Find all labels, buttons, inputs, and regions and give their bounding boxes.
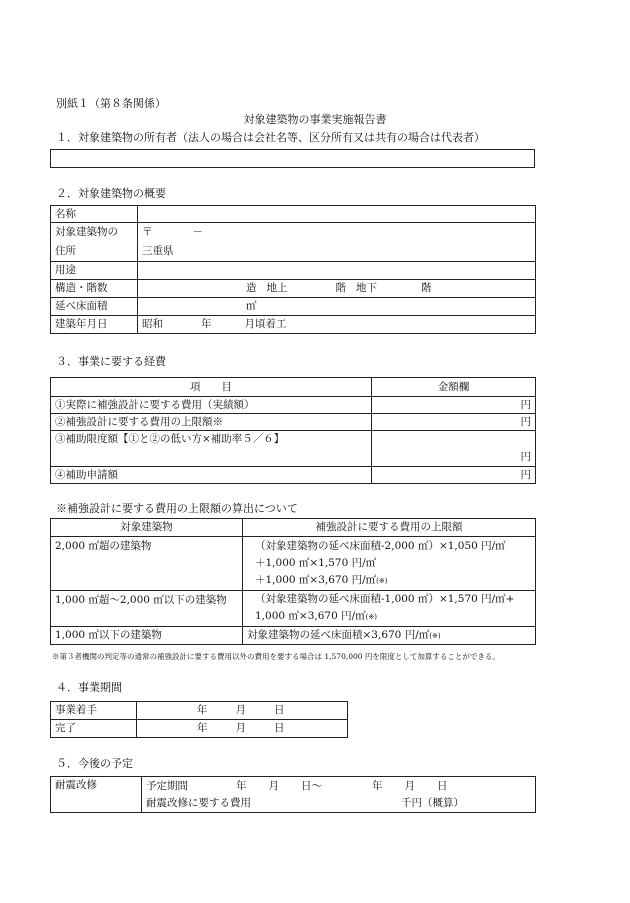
col-limit-header: 補強設計に要する費用の上限額 bbox=[243, 519, 536, 537]
yen-unit: 円 bbox=[520, 415, 531, 428]
month-unit: 月 bbox=[235, 704, 246, 716]
period-label: 予定期間 bbox=[146, 779, 188, 792]
expense-row3-label: ③補助限度額【①と②の低い方×補助率５／６】 bbox=[51, 431, 372, 467]
postal-dash: － bbox=[192, 226, 203, 238]
start-label: 事業着手 bbox=[51, 702, 137, 720]
expense-row2-amount[interactable] bbox=[372, 414, 536, 431]
col-amount-header: 金額欄 bbox=[372, 378, 536, 397]
start-date-field[interactable] bbox=[137, 702, 348, 720]
section3-heading: ３．事業に要する経費 bbox=[56, 355, 166, 368]
built-date-field[interactable] bbox=[138, 316, 536, 334]
calc-row1-line3: ＋1,000 ㎡×3,670 円/㎡ bbox=[255, 573, 377, 586]
month-unit: 月 bbox=[235, 722, 246, 734]
retrofit-plan-field[interactable] bbox=[142, 777, 536, 813]
future-plan-table bbox=[50, 776, 536, 813]
expenses-table bbox=[50, 377, 536, 484]
year-unit: 年 bbox=[197, 722, 208, 734]
use-field[interactable] bbox=[138, 262, 536, 280]
built-year: 年 bbox=[201, 318, 212, 330]
address-label-line1: 対象建築物の bbox=[55, 226, 118, 238]
section2-heading: ２．対象建築物の概要 bbox=[56, 187, 166, 200]
day-unit: 日 bbox=[274, 722, 285, 734]
floor-area-unit: ㎡ bbox=[246, 300, 257, 312]
calc-row2-line1: （対象建築物の延べ床面積-1,000 ㎡）×1,570 円/㎡+ bbox=[255, 593, 515, 605]
expense-row4-amount[interactable] bbox=[372, 467, 536, 484]
cost-unit: 千円（概算） bbox=[401, 796, 464, 809]
structure-kai-below: 階 bbox=[421, 282, 432, 294]
calc-row3-line1: 対象建築物の延べ床面積×3,670 円/㎡ bbox=[247, 628, 430, 641]
cost-label: 耐震改修に要する費用 bbox=[146, 796, 251, 809]
end-date-field[interactable] bbox=[137, 720, 348, 738]
asterisk-note: (※) bbox=[376, 576, 388, 585]
calc-row2-label: 1,000 ㎡超～2,000 ㎡以下の建築物 bbox=[51, 591, 243, 627]
owner-field[interactable] bbox=[51, 150, 535, 168]
built-era: 昭和 bbox=[142, 318, 163, 330]
expense-row2-label: ②補強設計に要する費用の上限額※ bbox=[51, 414, 372, 431]
section5-heading: ５．今後の予定 bbox=[56, 757, 133, 770]
calc-row1-formula bbox=[243, 537, 536, 591]
day-unit: 日 bbox=[274, 704, 285, 716]
name-field[interactable] bbox=[138, 206, 536, 223]
calc-row3-label: 1,000 ㎡以下の建築物 bbox=[51, 627, 243, 645]
address-label-line2: 住所 bbox=[55, 245, 76, 257]
structure-below: 地下 bbox=[356, 282, 377, 294]
yen-unit: 円 bbox=[520, 451, 531, 463]
month-unit: 月 bbox=[268, 779, 279, 792]
structure-zo: 造 bbox=[246, 282, 257, 294]
section4-heading: ４．事業期間 bbox=[56, 681, 122, 694]
annex-label: 別紙１（第８条関係） bbox=[56, 97, 166, 110]
postal-line bbox=[142, 223, 531, 242]
structure-label: 構造・階数 bbox=[51, 280, 138, 298]
year-unit: 年 bbox=[236, 779, 247, 792]
section1-heading: １．対象建築物の所有者（法人の場合は会社名等、区分所有又は共有の場合は代表者） bbox=[56, 131, 485, 144]
yen-unit: 円 bbox=[520, 398, 531, 411]
day-unit: 日 bbox=[437, 779, 448, 792]
col-item-header: 項 目 bbox=[51, 378, 372, 397]
built-date-label: 建築年月日 bbox=[51, 316, 138, 334]
built-month: 月頃着工 bbox=[244, 318, 287, 330]
structure-field[interactable] bbox=[138, 280, 536, 298]
building-overview-table bbox=[50, 205, 536, 334]
calc-row3-formula bbox=[243, 627, 536, 645]
yen-unit: 円 bbox=[520, 468, 531, 481]
year-unit: 年 bbox=[372, 779, 383, 792]
prefecture: 三重県 bbox=[142, 245, 174, 257]
postal-mark: 〒 bbox=[142, 226, 153, 238]
floor-area-label: 延べ床面積 bbox=[51, 298, 138, 316]
address-field[interactable] bbox=[138, 223, 536, 262]
day-from-unit: 日～ bbox=[301, 779, 322, 792]
limit-calc-table bbox=[50, 518, 536, 645]
owner-table bbox=[50, 149, 535, 168]
expense-row1-label: ①実際に補強設計に要する費用（実績額） bbox=[51, 397, 372, 414]
col-building-header: 対象建築物 bbox=[51, 519, 243, 537]
structure-kai-above: 階 bbox=[335, 282, 346, 294]
year-unit: 年 bbox=[197, 704, 208, 716]
address-label bbox=[51, 223, 138, 262]
calc-row2-formula bbox=[243, 591, 536, 627]
use-label: 用途 bbox=[51, 262, 138, 280]
cost-line bbox=[146, 795, 531, 812]
asterisk-note: (※) bbox=[429, 631, 441, 640]
calc-row2-line2: 1,000 ㎡×3,670 円/㎡ bbox=[255, 610, 366, 622]
calc-footnote: ※第３者機関の判定等の通常の補強設計に要する費用以外の費用を要する場合は 1,570,000 円を限度として加算することができる。 bbox=[52, 652, 500, 661]
project-period-table bbox=[50, 701, 348, 738]
end-label: 完了 bbox=[51, 720, 137, 738]
asterisk-note: (※) bbox=[365, 613, 377, 621]
month-unit: 月 bbox=[404, 779, 415, 792]
expense-row3-amount[interactable] bbox=[372, 431, 536, 467]
calc-row1-line2: ＋1,000 ㎡×1,570 円/㎡ bbox=[255, 556, 377, 569]
expense-row4-label: ④補助申請額 bbox=[51, 467, 372, 484]
calc-heading: ※補強設計に要する費用の上限額の算出について bbox=[56, 502, 298, 515]
period-line bbox=[146, 778, 531, 795]
floor-area-field[interactable] bbox=[138, 298, 536, 316]
name-label: 名称 bbox=[51, 206, 138, 223]
structure-above: 地上 bbox=[266, 282, 288, 294]
retrofit-label: 耐震改修 bbox=[51, 777, 142, 813]
calc-row1-label: 2,000 ㎡超の建築物 bbox=[51, 537, 243, 591]
expense-row1-amount[interactable] bbox=[372, 397, 536, 414]
document-title: 対象建築物の事業実施報告書 bbox=[243, 113, 387, 126]
calc-row1-line1: （対象建築物の延べ床面積-2,000 ㎡）×1,050 円/㎡ bbox=[255, 539, 506, 552]
